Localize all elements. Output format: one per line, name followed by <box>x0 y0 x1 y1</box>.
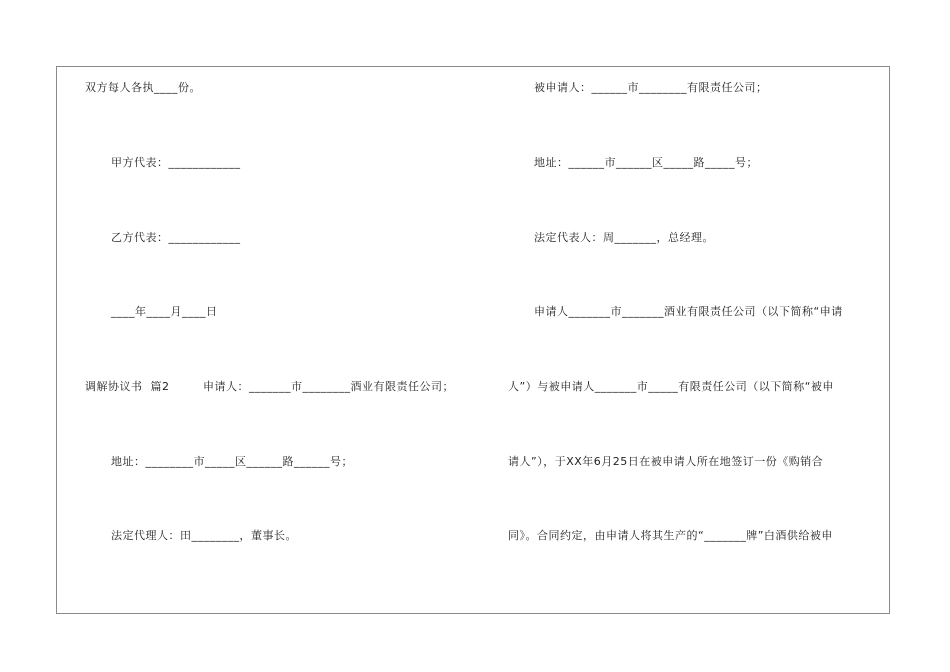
party-a-representative: 甲方代表：____________ <box>111 156 241 169</box>
legal-representative-line: 法定代表人：周_______，总经理。 <box>534 231 714 244</box>
date-line: ____年____月____日 <box>111 305 218 318</box>
section-title: 调解协议书 篇2 <box>85 380 170 393</box>
respondent-line: 被申请人：______市________有限责任公司； <box>534 81 768 94</box>
respondent-address: 地址：______市______区_____路_____号； <box>534 156 758 169</box>
paragraph-line-4: 同》。合同约定，由申请人将其生产的“_______牌”白酒供给被申 <box>508 529 833 542</box>
paragraph-line-1: 申请人_______市_______酒业有限责任公司（以下简称“申请 <box>534 305 843 318</box>
legal-agent-line: 法定代理人：田________，董事长。 <box>111 529 297 542</box>
copies-line: 双方每人各执____份。 <box>85 81 201 94</box>
applicant-address: 地址：________市_____区______路______号； <box>111 455 353 468</box>
party-b-representative: 乙方代表：____________ <box>111 231 241 244</box>
paragraph-line-2: 人”）与被申请人_______市_____有限责任公司（以下简称“被申 <box>508 380 834 393</box>
paragraph-line-3: 请人”），于XX年6月25日在被申请人所在地签订一份《购销合 <box>508 455 824 468</box>
applicant-line: 申请人：_______市________酒业有限责任公司； <box>203 380 454 393</box>
document-page <box>56 66 890 614</box>
